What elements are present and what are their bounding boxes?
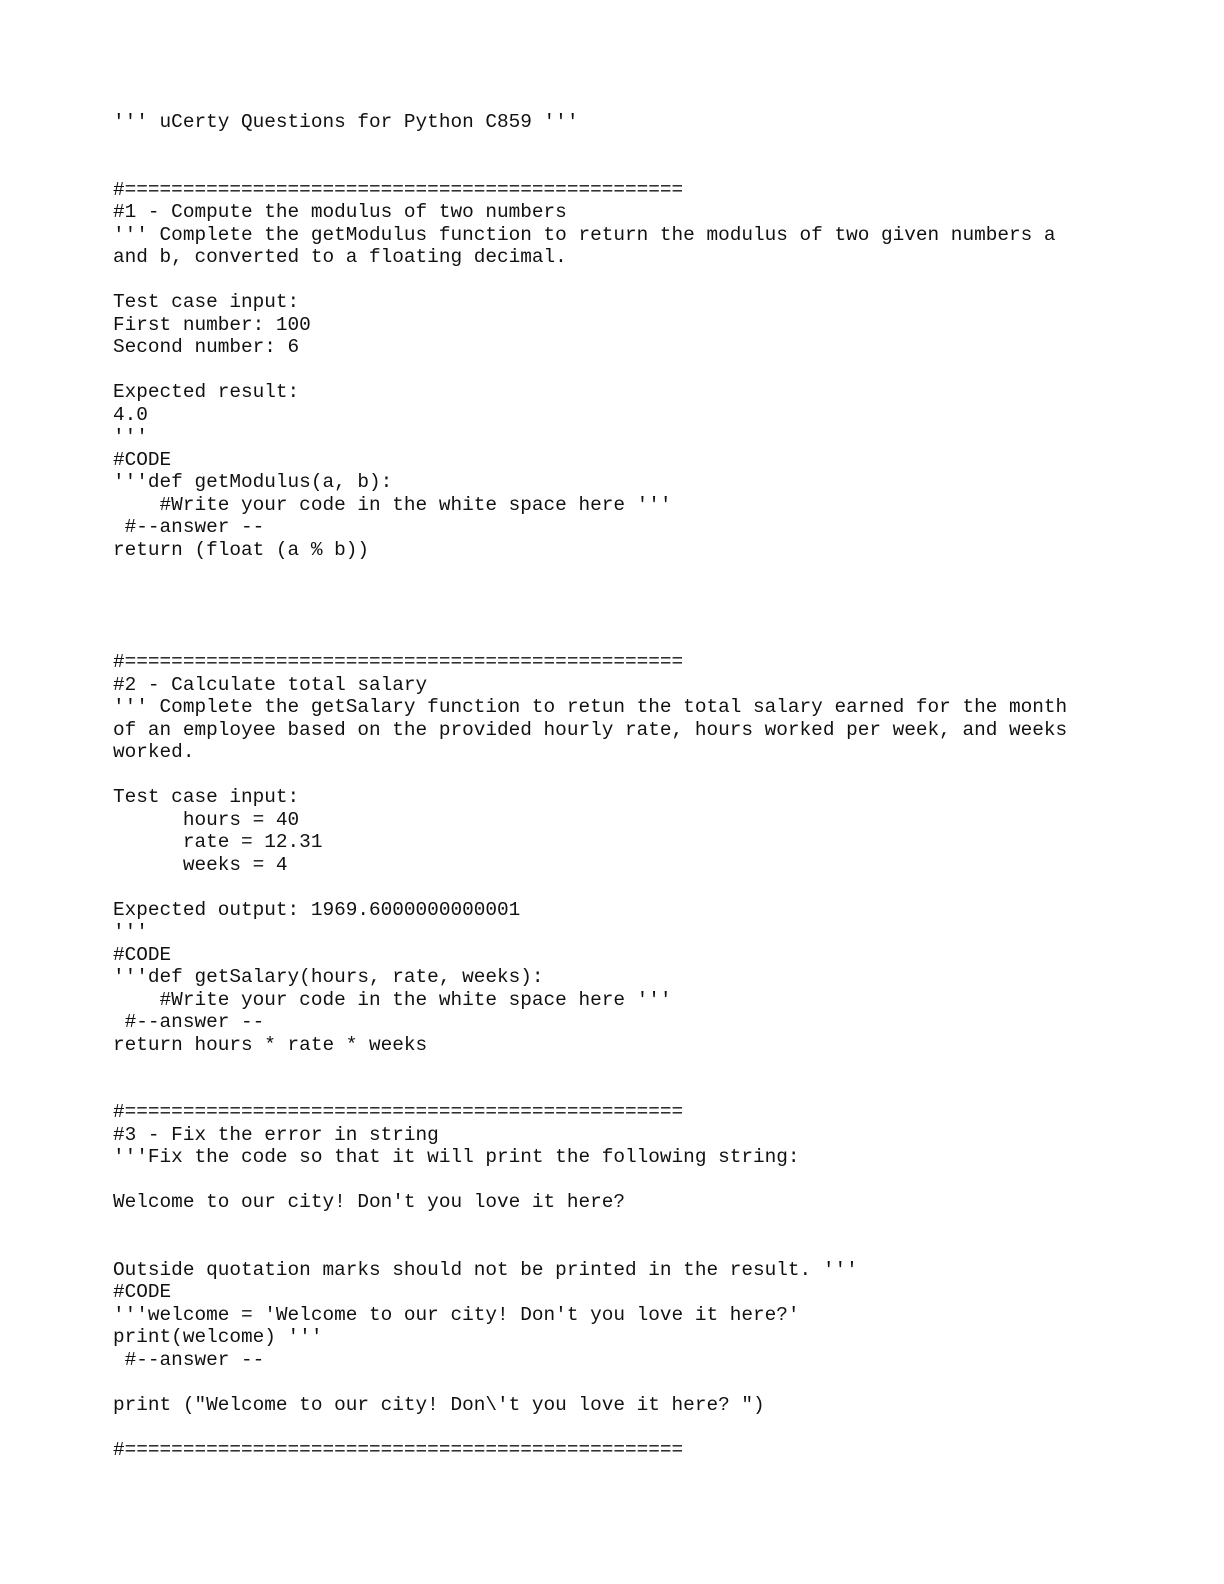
document-text: ''' uCerty Questions for Python C859 ''' #================================================ #1 - Compute the modulus of two numbers ''' Complete the getModulus function to return the modulus of two given numbers a and b, converted to a floating decimal. Test case input: First number: 100 Second number: 6 Expected result: 4.0 ''' #CODE '''def getModulus(a, b): #Write your code in the white space here ''' #--answer -- return (float (a % b)) #================================================ #2 - Calculate total salary ''' Complete the getSalary function to retun the total salary earned for the month of an employee based on the provided hourly rate, hours worked per week, and weeks worked. Test case input: hours = 40 rate = 12.31 weeks = 4 Expected output: 1969.6000000000001 ''' #CODE '''def getSalary(hours, rate, weeks): #Write your code in the white space here ''' #--answer -- return hours * rate * weeks #================================================ #3 - Fix the error in string '''Fix the code so that it will print the following string: Welcome to our city! Don't you love it here? Outside quotation marks should not be printed in the result. ''' #CODE '''welcome = 'Welcome to our city! Don't you love it here?' print(welcome) ''' #--answer -- print ("Welcome to our city! Don\'t you love it here? ") #================================================	[113, 111, 1068, 1461]
